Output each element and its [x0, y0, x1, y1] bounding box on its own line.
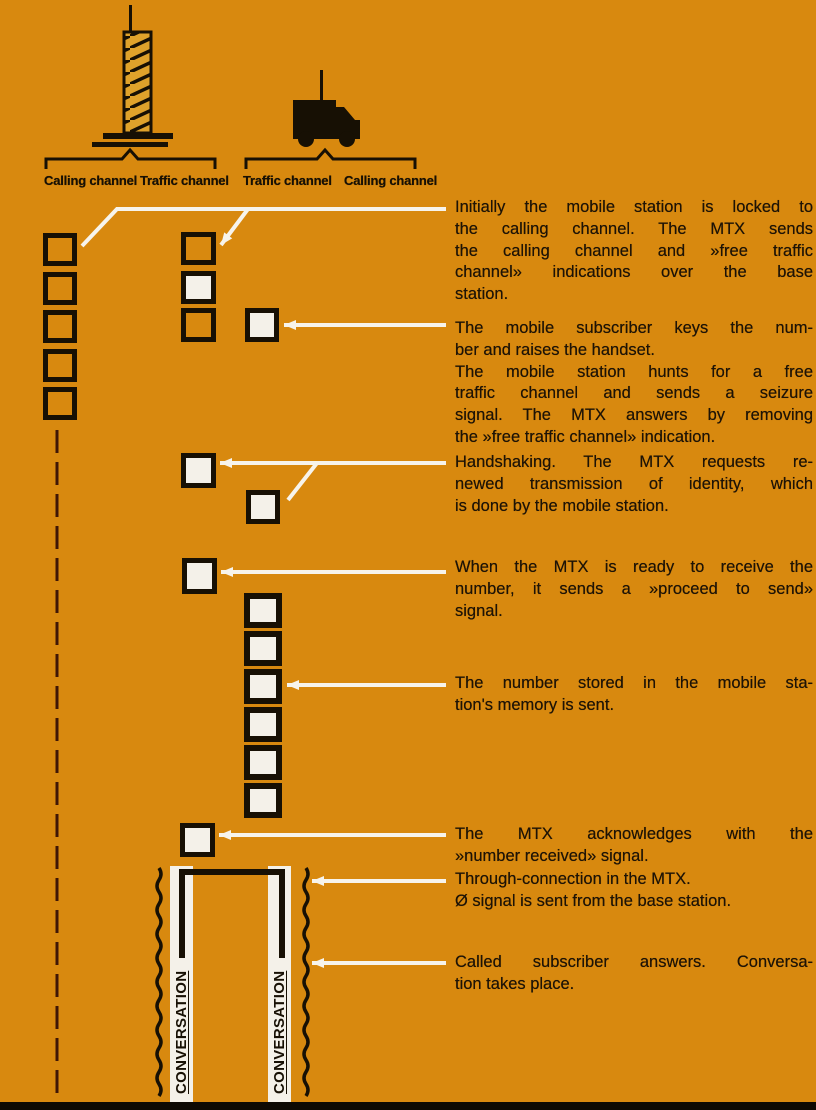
step-text-line: Ø signal is sent from the base station.: [455, 891, 732, 910]
step-text-line: Initially the mobile station is locked to: [455, 198, 813, 216]
handshake-identity-frame: [246, 490, 280, 524]
free-traffic-channel-frame: [181, 271, 216, 304]
calling-channel-frame: [43, 233, 77, 266]
mobile-traffic-channel-label: Traffic channel: [243, 173, 332, 188]
number-digit-frame: [244, 631, 282, 666]
through-connection-stem-left: [179, 869, 185, 958]
pointer-step-7: [312, 876, 446, 886]
proceed-to-send-frame: [182, 558, 217, 594]
step-text-line: the calling channel. The MTX sends: [455, 219, 813, 238]
conversation-label-left: CONVERSATION: [173, 970, 190, 1094]
number-received-frame: [180, 823, 215, 857]
step-text-handshaking: [455, 452, 813, 517]
base-station-bracket: [46, 150, 215, 169]
pointer-step-4: [221, 567, 446, 577]
step-text-line: the calling channel and »free traffic: [455, 241, 813, 260]
mobile-calling-channel-label: Calling channel: [344, 173, 438, 188]
base-traffic-channel-label: Traffic channel: [140, 173, 229, 188]
step-text-line: Handshaking. The MTX requests re-: [455, 453, 813, 471]
step-text-proceed-to-send: [455, 557, 813, 622]
pointer-step-1: [82, 209, 446, 248]
step-text-line: The MTX acknowledges with the: [455, 825, 813, 843]
step-text-line: is done by the mobile station.: [455, 496, 669, 515]
number-digit-frame: [244, 707, 282, 742]
step-text-line: The number stored in the mobile sta-: [455, 674, 813, 692]
pointer-step-5: [287, 680, 446, 690]
step-text-line: Through-connection in the MTX.: [455, 870, 691, 888]
step-text-line: tion's memory is sent.: [455, 695, 615, 714]
pointer-step-2: [284, 320, 446, 330]
step-text-line: signal.: [455, 601, 503, 620]
step-text-line: Called subscriber answers. Conversa-: [455, 953, 813, 971]
step-text-conversation: [455, 952, 813, 996]
step-text-line: »number received» signal.: [455, 846, 649, 865]
step-text-locked-to-calling-channel: [455, 197, 813, 306]
number-digit-frame: [244, 593, 282, 628]
step-text-line: traffic channel and sends a seizure: [455, 384, 813, 403]
pointer-step-8: [312, 958, 446, 968]
handshake-request-frame: [181, 453, 216, 488]
step-text-through-connection: [455, 869, 813, 913]
number-digit-frame: [244, 745, 282, 780]
traffic-channel-frame: [181, 308, 216, 342]
step-text-line: newed transmission of identity, which: [455, 474, 813, 493]
pointer-step-6: [219, 830, 446, 840]
radio-tower-icon: [92, 5, 173, 147]
traffic-channel-frame: [181, 232, 216, 265]
mobile-station-bracket: [246, 150, 415, 169]
number-digit-frame: [244, 669, 282, 704]
conversation-label-right: CONVERSATION: [271, 970, 288, 1094]
seizure-signal-frame: [245, 308, 279, 342]
through-connection-bridge: [179, 869, 285, 875]
speech-wave-left: [157, 868, 161, 1096]
step-text-subscriber-keys-number: [455, 318, 813, 449]
page-edge: [0, 1102, 816, 1110]
calling-channel-frame: [43, 387, 77, 420]
step-text-line: number, it sends a »proceed to send»: [455, 579, 813, 598]
step-text-line: the »free traffic channel» indication.: [455, 427, 716, 446]
step-text-line: station.: [455, 285, 509, 304]
step-text-line: The mobile subscriber keys the num-: [455, 319, 813, 337]
base-calling-channel-label: Calling channel: [44, 173, 138, 188]
step-text-line: ber and raises the handset.: [455, 340, 655, 359]
step-text-number-sent: [455, 673, 813, 717]
step-text-line: When the MTX is ready to receive the: [455, 558, 813, 576]
speech-wave-right: [304, 868, 308, 1096]
step-text-line: signal. The MTX answers by removing: [455, 406, 813, 425]
calling-channel-frame: [43, 310, 77, 343]
number-digit-frame: [244, 783, 282, 818]
step-text-line: The mobile station hunts for a free: [455, 362, 813, 381]
step-text-line: channel» indications over the base: [455, 263, 813, 282]
calling-channel-frame: [43, 272, 77, 305]
calling-channel-frame: [43, 349, 77, 382]
truck-icon: [293, 70, 360, 147]
through-connection-stem-right: [279, 869, 285, 958]
step-text-line: tion takes place.: [455, 974, 575, 993]
step-text-number-received: [455, 824, 813, 868]
